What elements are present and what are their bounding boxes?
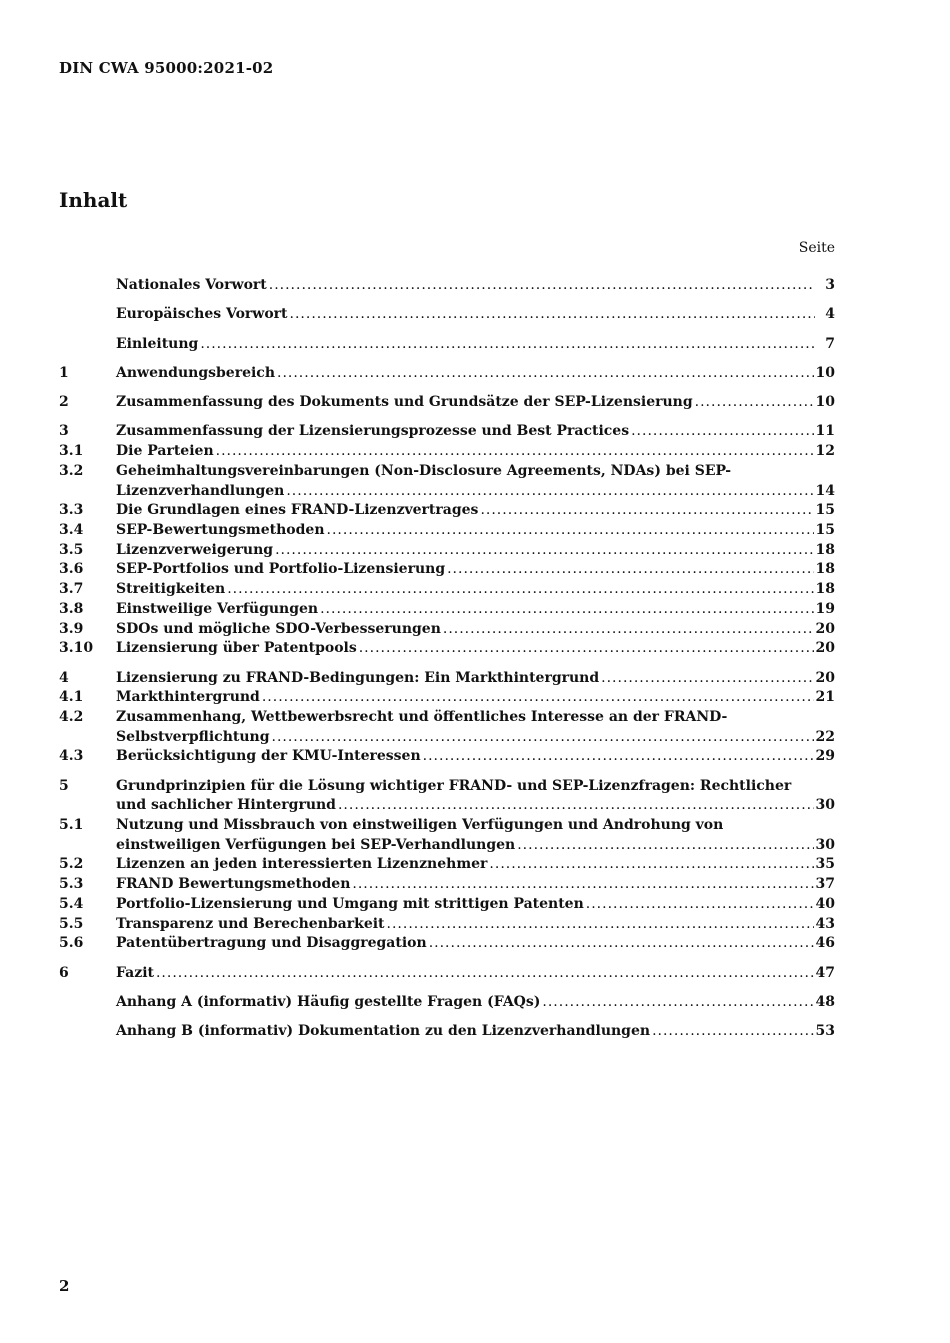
- toc-entry-page: 30: [815, 797, 835, 814]
- toc-dot-leader: [517, 836, 813, 856]
- toc-entry-number: 4.1: [59, 689, 84, 706]
- toc-dot-leader: [320, 600, 813, 620]
- toc-entry-title: Portfolio-Lizensierung und Umgang mit strittigen Patenten: [116, 895, 584, 912]
- toc-dot-leader: [156, 964, 814, 984]
- toc-entry-number: 5: [59, 777, 69, 794]
- toc-entry-number: 3.6: [59, 561, 84, 578]
- toc-entry-number: 3.2: [59, 462, 84, 479]
- toc-entry-title: Berücksichtigung der KMU-Interessen: [116, 748, 421, 765]
- toc-entry[interactable]: [59, 934, 835, 954]
- toc-entry-title: Lizensierung über Patentpools: [116, 640, 357, 657]
- toc-entry-page: 7: [825, 335, 835, 352]
- toc-entry-title: Zusammenfassung der Lizensierungsprozesse und Best Practices: [116, 423, 630, 440]
- toc-dot-leader: [227, 580, 813, 600]
- toc-entry-title: Zusammenhang, Wettbewerbsrecht und öffentliches Interesse an der FRAND-: [116, 708, 728, 725]
- toc-entry[interactable]: [59, 393, 835, 413]
- toc-entry-number: 4: [59, 669, 69, 686]
- toc-entry[interactable]: [59, 747, 835, 767]
- toc-dot-leader: [269, 276, 815, 296]
- toc-entry-title: Einleitung: [116, 335, 199, 352]
- toc-entry-title: Anwendungsbereich: [116, 364, 275, 381]
- toc-dot-leader: [338, 796, 814, 816]
- toc-entry[interactable]: [59, 777, 835, 816]
- toc-entry[interactable]: [59, 422, 835, 442]
- toc-entry-title: Grundprinzipien für die Lösung wichtiger FRAND- und SEP-Lizenzfragen: Rechtlicher: [116, 777, 792, 794]
- toc-dot-leader: [489, 855, 813, 875]
- toc-entry-title: SEP-Portfolios und Portfolio-Lizensierung: [116, 561, 446, 578]
- toc-entry-title: Europäisches Vorwort: [116, 306, 288, 323]
- toc-entry-page: 29: [815, 748, 835, 765]
- toc-entry-number: 3.4: [59, 522, 84, 538]
- toc-entry-number: 3.3: [59, 502, 84, 519]
- toc-entry-number: 4.2: [59, 708, 84, 725]
- toc-entry-title: Lizenzen an jeden interessierten Lizenznehmer: [116, 856, 488, 873]
- toc-entry[interactable]: [59, 364, 835, 384]
- toc-entry-title: Die Grundlagen eines FRAND-Lizenzvertrages: [116, 502, 479, 519]
- toc-dot-leader: [272, 728, 814, 748]
- toc-entry-title: und sachlicher Hintergrund: [116, 797, 336, 814]
- toc-entry-page: 20: [815, 640, 835, 657]
- toc-entry-number: 5.6: [59, 935, 84, 952]
- toc-entry[interactable]: [59, 688, 835, 708]
- toc-entry[interactable]: [59, 600, 835, 620]
- toc-entry-title: Lizenzverhandlungen: [116, 482, 285, 499]
- toc-entry-page: 46: [815, 935, 835, 952]
- toc-entry-page: 18: [815, 561, 835, 578]
- toc-dot-leader: [652, 1022, 813, 1042]
- toc-entry-page: 40: [815, 895, 835, 912]
- toc-entry-title: FRAND Bewertungsmethoden: [116, 876, 351, 893]
- toc-dot-leader: [200, 335, 815, 355]
- toc-dot-leader: [352, 875, 813, 895]
- toc-entry[interactable]: [59, 708, 835, 747]
- document-header: DIN CWA 95000:2021-02: [59, 59, 274, 77]
- toc-entry[interactable]: [59, 620, 835, 640]
- toc-entry-page: 37: [815, 876, 835, 893]
- page-column-label: Seite: [798, 240, 835, 256]
- toc-entry-number: 3.1: [59, 443, 84, 460]
- toc-dot-leader: [695, 393, 814, 413]
- toc-entry[interactable]: [59, 521, 835, 541]
- toc-entry[interactable]: [59, 560, 835, 580]
- toc-entry-page: 18: [815, 581, 835, 598]
- toc-entry[interactable]: [59, 1022, 835, 1042]
- toc-entry-title: Lizenzverweigerung: [116, 541, 274, 558]
- toc-entry[interactable]: [59, 276, 835, 296]
- toc-entry-number: 5.1: [59, 817, 84, 834]
- toc-entry-page: 53: [815, 1023, 835, 1040]
- toc-entry-page: 30: [815, 836, 835, 853]
- toc-dot-leader: [631, 422, 813, 442]
- toc-dot-leader: [327, 521, 814, 541]
- toc-dot-leader: [601, 669, 813, 689]
- page-number: 2: [59, 1277, 70, 1295]
- toc-entry-title: Anhang B (informativ) Dokumentation zu den Lizenzverhandlungen: [116, 1023, 651, 1040]
- toc-entry[interactable]: [59, 895, 835, 915]
- toc-entry-number: 3.7: [59, 581, 84, 598]
- toc-entry-page: 3: [825, 277, 835, 293]
- toc-entry-page: 47: [815, 964, 835, 981]
- toc-entry-number: 4.3: [59, 748, 84, 765]
- toc-entry-title: Fazit: [116, 964, 154, 981]
- page-title: Inhalt: [59, 188, 128, 212]
- toc-entry[interactable]: [59, 639, 835, 659]
- toc-entry-title: Die Parteien: [116, 443, 214, 460]
- toc-entry[interactable]: [59, 993, 835, 1013]
- toc-entry-page: 10: [815, 364, 835, 381]
- toc-entry[interactable]: [59, 580, 835, 600]
- toc-entry-number: 5.4: [59, 895, 84, 912]
- toc-entry-title: SDOs und mögliche SDO-Verbesserungen: [116, 620, 441, 637]
- toc-dot-leader: [387, 915, 814, 935]
- toc-entry-number: 3: [59, 423, 69, 440]
- toc-entry-number: 3.8: [59, 600, 84, 617]
- toc-entry[interactable]: [59, 442, 835, 462]
- toc-dot-leader: [216, 442, 814, 462]
- toc-entry[interactable]: [59, 669, 835, 689]
- toc-entry-page: 18: [815, 541, 835, 558]
- toc-entry-page: 22: [815, 728, 835, 745]
- toc-dot-leader: [262, 688, 814, 708]
- toc-dot-leader: [359, 639, 814, 659]
- toc-entry-number: 5.5: [59, 915, 84, 932]
- toc-entry-number: 6: [59, 964, 69, 981]
- toc-entry-page: 43: [815, 915, 835, 932]
- toc-entry-page: 15: [815, 502, 835, 519]
- toc-entry-title: Anhang A (informativ) Häufig gestellte Fragen (FAQs): [116, 993, 541, 1010]
- toc-entry-page: 20: [815, 620, 835, 637]
- toc-entry[interactable]: [59, 541, 835, 561]
- toc-entry-title: Selbstverpflichtung: [116, 728, 270, 745]
- toc-entry-number: 3.10: [59, 640, 94, 657]
- toc-entry-number: 3.5: [59, 541, 84, 558]
- toc-dot-leader: [443, 620, 814, 640]
- toc-entry-page: 12: [815, 443, 835, 460]
- toc-entry-page: 21: [815, 689, 835, 706]
- toc-entry-title: Zusammenfassung des Dokuments und Grundsätze der SEP-Lizensierung: [116, 394, 693, 411]
- toc-dot-leader: [277, 364, 814, 384]
- toc-dot-leader: [290, 305, 815, 325]
- toc-entry-page: 14: [815, 482, 835, 499]
- toc-entry[interactable]: [59, 964, 835, 984]
- toc-entry-number: 2: [59, 394, 69, 411]
- toc-entry-page: 19: [815, 600, 835, 617]
- toc-entry-page: 11: [815, 423, 835, 440]
- toc-entry[interactable]: [59, 855, 835, 875]
- toc-dot-leader: [423, 747, 814, 767]
- toc-entry-page: 15: [815, 522, 835, 538]
- toc-entry-title: einstweiligen Verfügungen bei SEP-Verhandlungen: [116, 836, 516, 853]
- toc-entry-number: 1: [59, 364, 69, 381]
- toc-entry[interactable]: [59, 875, 835, 895]
- toc-entry[interactable]: [59, 501, 835, 521]
- toc-entry-page: 4: [825, 306, 835, 323]
- table-of-contents: [59, 276, 835, 1042]
- toc-entry-page: 10: [815, 394, 835, 411]
- toc-entry-number: 5.2: [59, 856, 84, 873]
- toc-entry-title: Nutzung und Missbrauch von einstweiligen Verfügungen und Androhung von: [116, 817, 724, 834]
- toc-dot-leader: [586, 895, 814, 915]
- toc-entry-title: Geheimhaltungsvereinbarungen (Non-Disclosure Agreements, NDAs) bei SEP-: [116, 462, 732, 479]
- toc-entry-number: 5.3: [59, 876, 84, 893]
- toc-entry-title: Einstweilige Verfügungen: [116, 600, 319, 617]
- toc-dot-leader: [275, 541, 813, 561]
- toc-entry-page: 48: [815, 993, 835, 1010]
- toc-entry-page: 35: [815, 856, 835, 873]
- toc-entry-title: Streitigkeiten: [116, 581, 226, 598]
- toc-entry[interactable]: [59, 462, 835, 501]
- toc-entry-number: 3.9: [59, 620, 84, 637]
- toc-entry[interactable]: [59, 335, 835, 355]
- toc-entry[interactable]: [59, 915, 835, 935]
- toc-dot-leader: [429, 934, 814, 954]
- toc-entry-title: Markthintergrund: [116, 689, 260, 706]
- toc-entry-title: Transparenz und Berechenbarkeit: [116, 915, 385, 932]
- toc-entry[interactable]: [59, 305, 835, 325]
- toc-dot-leader: [286, 482, 813, 502]
- toc-dot-leader: [542, 993, 813, 1013]
- toc-entry-title: Patentübertragung und Disaggregation: [116, 935, 427, 952]
- toc-entry-title: Lizensierung zu FRAND-Bedingungen: Ein Markthintergrund: [116, 669, 600, 686]
- toc-dot-leader: [480, 501, 813, 521]
- toc-entry-title: Nationales Vorwort: [116, 277, 267, 293]
- toc-entry[interactable]: [59, 816, 835, 855]
- toc-dot-leader: [447, 560, 813, 580]
- toc-entry-page: 20: [815, 669, 835, 686]
- toc-entry-title: SEP-Bewertungsmethoden: [116, 522, 325, 538]
